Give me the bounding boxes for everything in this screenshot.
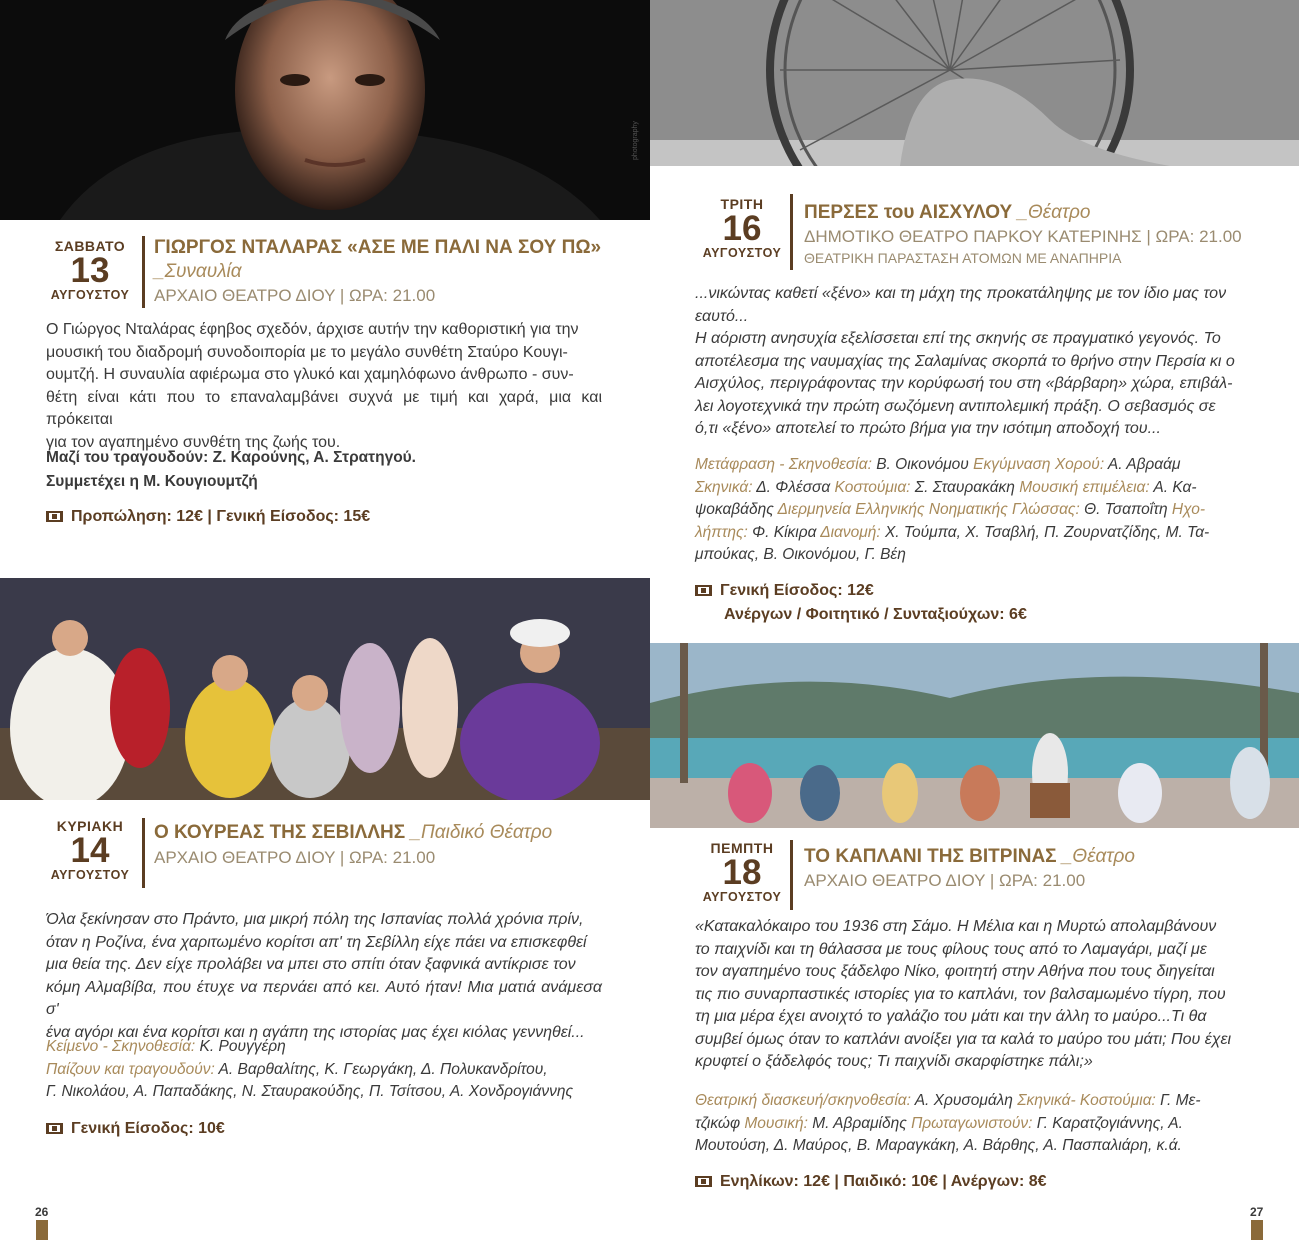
day-number: 18 (722, 853, 762, 892)
description-line: το παιχνίδι και τη θάλασσα με τους φίλους τους από το Λαμαγάρι, μαζί με (695, 940, 1207, 958)
credits-line: Μετάφραση - Σκηνοθεσία: Β. Οικονόμου Εκγύμναση Χορού: Α. Αβραάμ (695, 456, 1181, 473)
day-number: 13 (70, 251, 110, 290)
description-line: ουμτζή. Η συναυλία αφιέρωμα στο γλυκό και χαμηλόφωνο άνθρωπο - συν- (46, 366, 574, 383)
credits-line: τζικώφ Μουσική: Μ. Αβραμίδης Πρωταγωνιστούν: Γ. Καρατζογιάννης, Α. (695, 1114, 1183, 1132)
event-venue: ΑΡΧΑΙΟ ΘΕΑΤΡΟ ΔΙΟΥ | ΩΡΑ: 21.00 (154, 848, 436, 867)
date-divider (142, 236, 145, 308)
event-credits (695, 1090, 1255, 1158)
ticket-price (46, 508, 370, 526)
credits-line: Σκηνικά: Δ. Φλέσσα Κοστούμια: Σ. Σταυρακάκη Μουσική επιμέλεια: Α. Κα- (695, 478, 1197, 496)
month-name: ΑΥΓΟΥΣΤΟΥ (50, 868, 130, 882)
month-name: ΑΥΓΟΥΣΤΟΥ (702, 246, 782, 260)
credits-line: ψοκαβάδης Διερμηνεία Ελληνικής Νοηματικής Γλώσσας: Θ. Τσαποΐτη Ηχο- (695, 501, 1206, 518)
description-line: κόμη Αλμαβίβα, που έτυχε να περνάει από κει. Αυτό ήταν! Μια ματιά ανάμεσα σ' (46, 978, 602, 1018)
ticket-icon (46, 1123, 63, 1134)
date-block (42, 238, 138, 302)
event-venue: ΑΡΧΑΙΟ ΘΕΑΤΡΟ ΔΙΟΥ | ΩΡΑ: 21.00 (154, 286, 436, 305)
description-line: τον αγαπημένο τους ξάδελφο Νίκο, φοιτητή στην Αθήνα που τους διηγείται (695, 963, 1215, 980)
event-subtitle: ΘΕΑΤΡΙΚΗ ΠΑΡΑΣΤΑΣΗ ΑΤΟΜΩΝ ΜΕ ΑΝΑΠΗΡΙΑ (804, 250, 1122, 266)
date-divider (142, 818, 145, 888)
day-name: ΠΕΜΠΤΗ (710, 840, 774, 856)
photo-credit: photography (632, 121, 639, 160)
ticket-icon (695, 1176, 712, 1187)
event-venue: ΔΗΜΟΤΙΚΟ ΘΕΑΤΡΟ ΠΑΡΚΟΥ ΚΑΤΕΡΙΝΗΣ | ΩΡΑ: 21.00 (804, 227, 1242, 246)
price-text: Γενική Είσοδος: 10€ (71, 1120, 225, 1137)
date-divider (790, 194, 793, 270)
event-title (804, 846, 1135, 868)
credits-line: Κείμενο - Σκηνοθεσία: Κ. Ρουγγέρη (46, 1038, 286, 1055)
price-text: Προπώληση: 12€ | Γενική Είσοδος: 15€ (71, 508, 371, 525)
event-title (804, 202, 1091, 224)
credits-line: Παίζουν και τραγουδούν: Α. Βαρθαλίτης, Κ. Γεωργάκη, Δ. Πολυκανδρίτου, (46, 1060, 548, 1078)
description-line: θέτη είναι κάτι που το επαναλαμβάνει συχνά με τιμή και χαρά, μια και πρόκειται (46, 388, 602, 428)
event-title (154, 237, 601, 259)
description-line: Ο Γιώργος Νταλάρας έφηβος σχεδόν, άρχισε αυτήν την καθοριστική για την (46, 321, 579, 338)
description-line: κρυφτεί ο ξάδελφός τους; Τι παιχνίδι σκαρφίστηκε πάλι;» (695, 1053, 1093, 1070)
description-line: ένα αγόρι και ένα κορίτσι και η αγάπη της ιστορίας μας έχει κιόλας γεννηθεί... (46, 1023, 585, 1041)
event-type: _Θέατρο (1061, 846, 1135, 867)
description-line: ό,τι «ξένο» αποτελεί το πρώτο βήμα για την ισότιμη αποδοχή του... (695, 420, 1161, 437)
event-title (154, 822, 552, 844)
event-type: _Θέατρο (1017, 202, 1091, 223)
ticket-price (46, 1120, 225, 1138)
ticket-price (695, 1173, 1047, 1191)
event-description (46, 319, 602, 454)
date-divider (790, 840, 793, 910)
event-type-line (154, 261, 242, 283)
event-credits (695, 454, 1255, 567)
event-venue: ΑΡΧΑΙΟ ΘΕΑΤΡΟ ΔΙΟΥ | ΩΡΑ: 21.00 (804, 871, 1086, 890)
credits-line: Μουτούση, Δ. Μαύρος, Β. Μαραγκάκη, Α. Βάρθης, Α. Πασπαλιάρη, κ.ά. (695, 1137, 1182, 1154)
day-number: 14 (70, 831, 110, 870)
price-text: Γενική Είσοδος: 12€ (720, 582, 874, 599)
event-title-text: Ο ΚΟΥΡΕΑΣ ΤΗΣ ΣΕΒΙΛΛΗΣ (154, 822, 406, 843)
description-line: για τον αγαπημένο συνθέτη της ζωής του. (46, 433, 341, 451)
credits-line: Γ. Νικολάου, Α. Παπαδάκης, Ν. Σταυρακούδης, Π. Τσίτσου, Α. Χονδρογιάννης (46, 1083, 573, 1100)
description-line: τη μια μέρα έχει ανοιχτό το γαλάζιο του μάτι και την άλλη το μαύρο...Τι θα (695, 1008, 1207, 1025)
event-description (46, 909, 602, 1044)
page-number-right: 27 (1250, 1205, 1264, 1219)
description-line: Όλα ξεκίνησαν στο Πράντο, μια μικρή πόλη της Ισπανίας πολλά χρόνια πρίν, (46, 911, 584, 928)
description-line: Η αόριστη ανησυχία εξελίσσεται επί της σκηνής σε πραγματικό γεγονός. Το (695, 330, 1221, 347)
page-number-left: 26 (35, 1205, 49, 1219)
price-text: Ενηλίκων: 12€ | Παιδικό: 10€ | Ανέργων: 8€ (720, 1173, 1047, 1190)
event-credits (46, 1036, 606, 1104)
day-name: ΚΥΡΙΑΚΗ (56, 818, 124, 834)
day-number: 16 (722, 209, 762, 248)
ticket-price (695, 582, 874, 600)
event-title-text: ΓΙΩΡΓΟΣ ΝΤΑΛΑΡΑΣ «ΑΣΕ ΜΕ ΠΑΛΙ ΝΑ ΣΟΥ ΠΩ» (154, 237, 602, 258)
description-line: τις πιο συναρπαστικές ιστορίες για το καπλάνι, τον βαλσαμωμένο τίγρη, που (695, 985, 1226, 1003)
date-block (42, 818, 138, 882)
month-name: ΑΥΓΟΥΣΤΟΥ (702, 890, 782, 904)
description-line: συμβεί όμως όταν το καπλάνι ανοίξει για τα καλά το μαύρο του μάτι; Που έχει (695, 1030, 1232, 1048)
description-line: ...νικώντας καθετί «ξένο» και τη μάχη της προκατάληψης με τον ίδιο μας τον (695, 285, 1227, 302)
performers-line: Μαζί του τραγουδούν: Ζ. Καρούνης, Α. Στρατηγού. (46, 449, 416, 466)
description-line: Αισχύλος, περιγράφοντας την κορύφωσή του στη «βάρβαρη» χώρα, επιβάλ- (695, 375, 1233, 392)
description-line: λει λογοτεχνικά την πρώτη σωζόμενη αντιπολεμική πράξη. Ο σεβασμός σε (695, 397, 1216, 415)
description-line: μουσική του διαδρομή συνοδοιπορία με το μεγάλο συνθέτη Σταύρο Κουγι- (46, 343, 568, 361)
barber-of-seville-photo (0, 578, 650, 800)
event-description (695, 916, 1251, 1074)
event-type: _Συναυλία (154, 261, 242, 282)
performers-line: Συμμετέχει η Μ. Κουγιουμτζή (46, 473, 258, 490)
ticket-price-reduced: Ανέργων / Φοιτητικό / Συνταξιούχων: 6€ (724, 606, 1027, 623)
description-line: εαυτό... (695, 307, 749, 325)
description-line: «Κατακαλόκαιρο του 1936 στη Σάμο. Η Μέλια και η Μυρτώ απολαμβάνουν (695, 918, 1217, 935)
date-block (694, 196, 790, 260)
event-title-text: ΠΕΡΣΕΣ του ΑΙΣΧΥΛΟΥ (804, 202, 1013, 223)
day-name: ΣΑΒΒΑΤΟ (54, 238, 126, 254)
description-line: μια θεία της. Δεν είχε προλάβει να μπει στο σπίτι όταν ξαφνικά αντίκρισε τον (46, 956, 576, 973)
kaplani-photo (650, 643, 1299, 828)
event-title-text: ΤΟ ΚΑΠΛΑΝΙ ΤΗΣ ΒΙΤΡΙΝΑΣ (804, 846, 1057, 867)
event-type: _Παιδικό Θέατρο (410, 822, 553, 843)
credits-line: λήπτης: Φ. Κίκιρα Διανομή: Χ. Τούμπα, Χ. Τσαβλή, Π. Ζουρνατζίδης, Μ. Τα- (695, 523, 1210, 541)
page-marker-left (36, 1220, 48, 1240)
page-marker-right (1251, 1220, 1263, 1240)
day-name: ΤΡΙΤΗ (720, 196, 764, 212)
wheel-photo (650, 0, 1299, 166)
month-name: ΑΥΓΟΥΣΤΟΥ (50, 288, 130, 302)
credits-line: μπούκας, Β. Οικονόμου, Γ. Βέη (695, 546, 906, 563)
performers (46, 446, 606, 494)
description-line: αποτέλεσμα της ναυμαχίας της Σαλαμίνας σκορπά το θρήνο στην Περσία κι ο (695, 352, 1235, 370)
credits-line: Θεατρική διασκευή/σκηνοθεσία: Α. Χρυσομάλη Σκηνικά- Κοστούμια: Γ. Με- (695, 1092, 1201, 1109)
ticket-icon (46, 511, 63, 522)
description-line: όταν η Ροζίνα, ένα χαριτωμένο κορίτσι απ' τη Σεβίλλη είχε πάει να επισκεφθεί (46, 933, 587, 951)
event-description (695, 283, 1251, 441)
date-block (694, 840, 790, 904)
portrait-photo (0, 0, 650, 220)
ticket-icon (695, 585, 712, 596)
